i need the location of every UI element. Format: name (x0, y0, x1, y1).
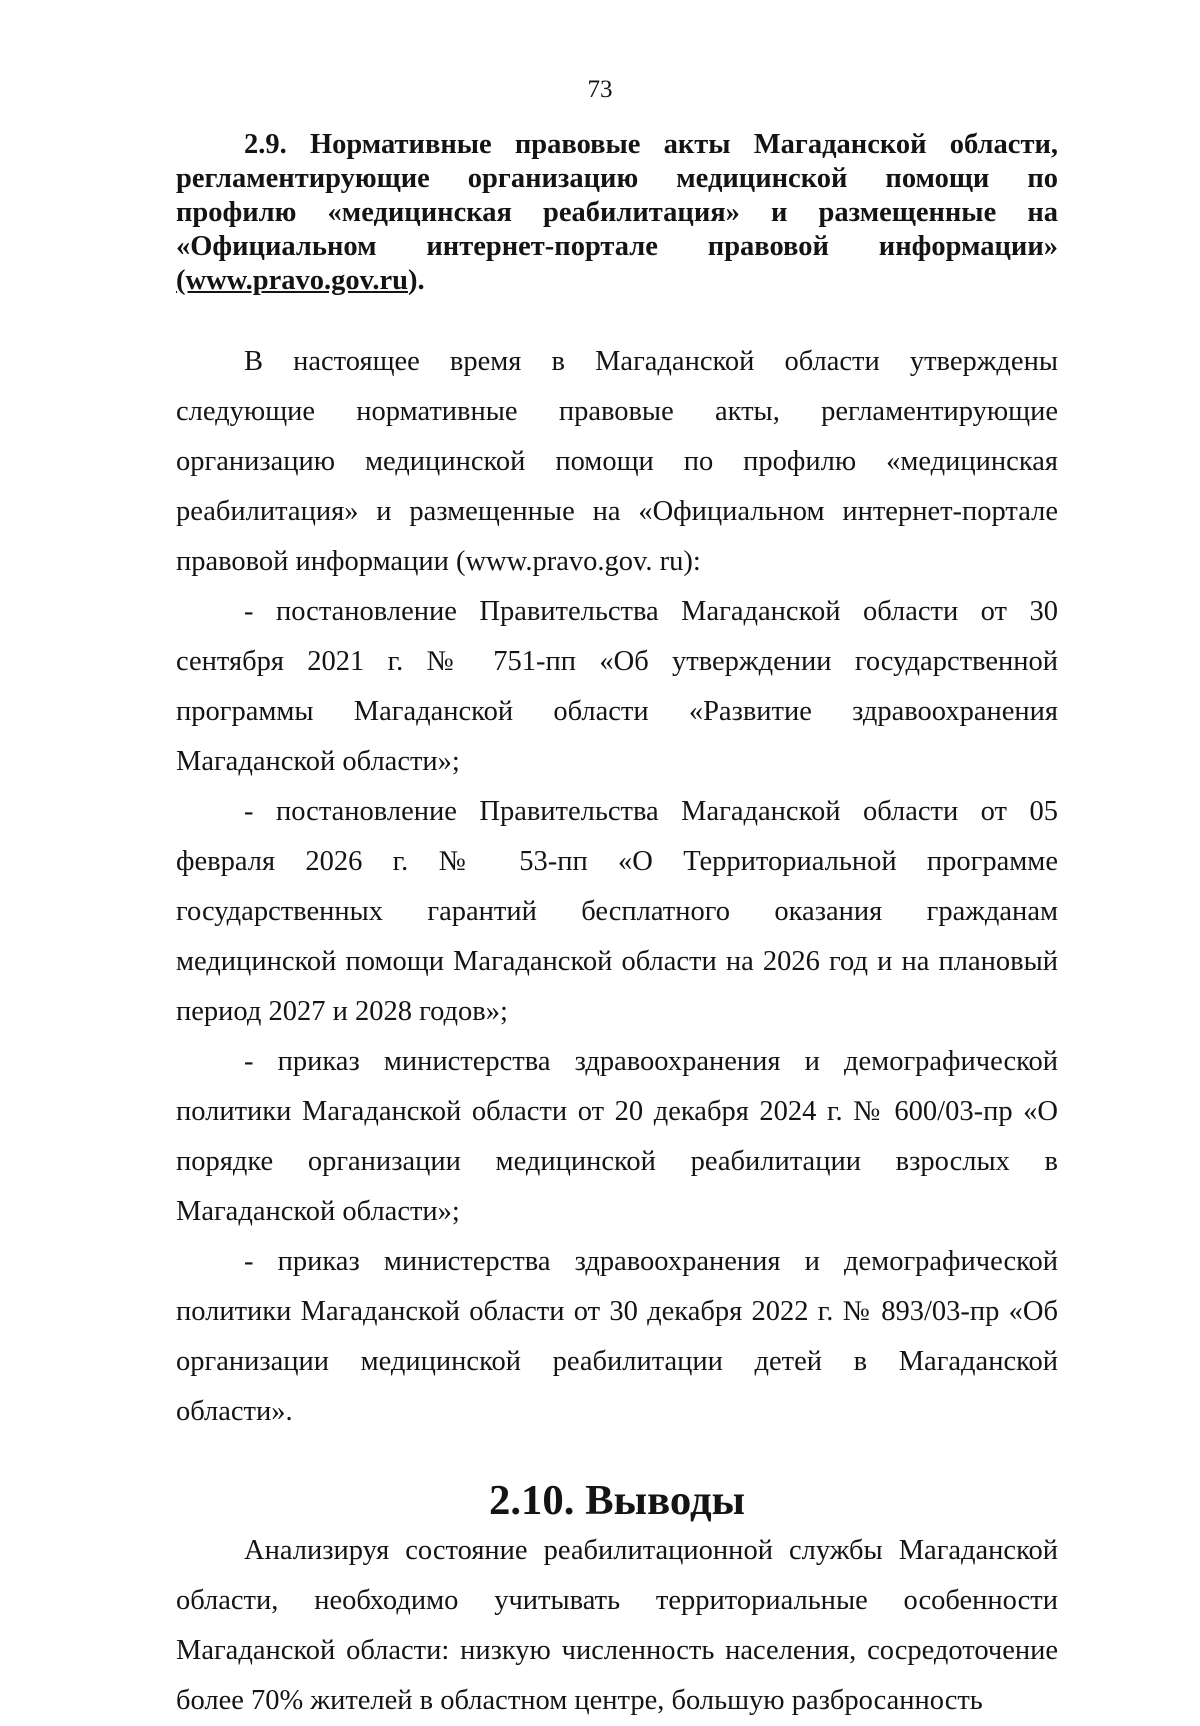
act-item: - приказ министерства здравоохранения и демографической политики Магаданской области от 30 декабря 2022 г. № 893/03-пр «Об организации медицинской реабилитации детей в Магаданской области». (176, 1246, 1058, 1427)
conclusions-paragraph: Анализируя состояние реабилитационной службы Магаданской области, необходимо учитывать территориальные особенности Магаданской области: низкую численность населения, сосредоточение более 70% жителей в областном центре, большую разбросанность (176, 1535, 1058, 1716)
act-item: - постановление Правительства Магаданской области от 30 сентября 2021 г. № 751-пп «Об утверждении государственной программы Магаданской области «Развитие здравоохранения Магаданской области»; (176, 596, 1058, 777)
section-heading-text: 2.9. Нормативные правовые акты Магаданской области, регламентирующие организацию медицинской помощи по профилю «медицинская реабилитация» и размещенные на «Официальном интернет-портале правовой информации» (176, 129, 1058, 262)
section-heading-end: ). (407, 265, 425, 296)
section-heading-2-9 (176, 128, 1058, 298)
act-item: - приказ министерства здравоохранения и демографической политики Магаданской области от 20 декабря 2024 г. № 600/03-пр «О порядке организации медицинской реабилитации взрослых в Магаданской области»; (176, 1046, 1058, 1227)
section-heading-2-10: 2.10. Выводы (488, 1477, 746, 1524)
pravo-link[interactable]: (www.pravo.gov.ru (176, 265, 408, 296)
intro-paragraph: В настоящее время в Магаданской области утверждены следующие нормативные правовые акты, регламентирующие организацию медицинской помощи по профилю «медицинская реабилитация» и размещенные на «Официальном интернет-портале правовой информации (www.pravo.gov. ru): (176, 346, 1058, 577)
page-number: 73 (587, 76, 613, 103)
act-item: - постановление Правительства Магаданской области от 05 февраля 2026 г. № 53-пп «О Территориальной программе государственных гарантий бесплатного оказания гражданам медицинской помощи Магаданской области на 2026 год и на плановый период 2027 и 2028 годов»; (176, 796, 1058, 1027)
acts-list (176, 587, 1058, 1437)
document-body (176, 128, 1058, 1726)
section-2-9-body (176, 337, 1058, 1437)
